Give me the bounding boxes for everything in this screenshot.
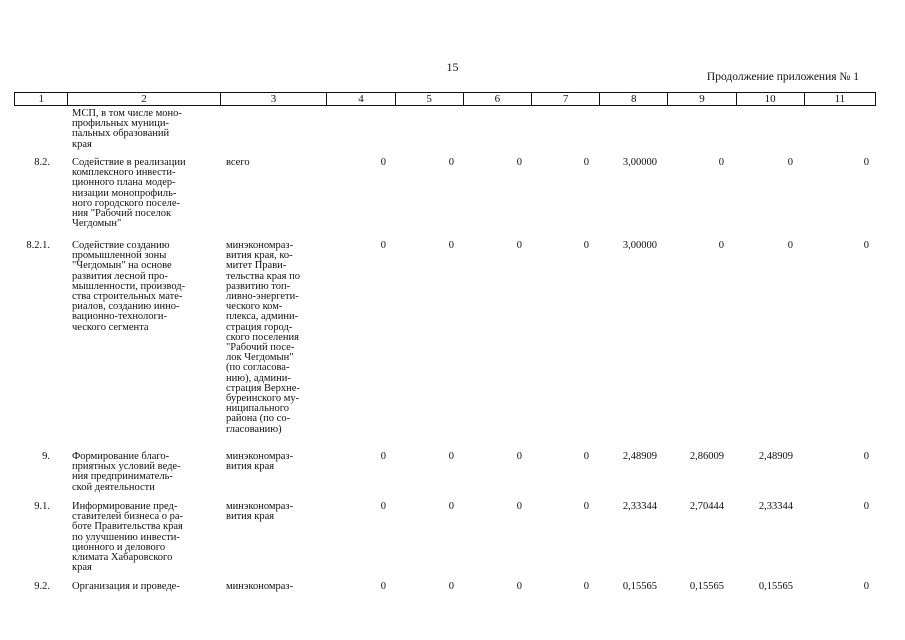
value-col7: 0 bbox=[583, 451, 589, 462]
value-col8: 2,48909 bbox=[622, 451, 657, 462]
value-col10: 0 bbox=[787, 157, 793, 168]
row-executor: всего bbox=[226, 157, 250, 168]
row-name: Формирование благо- приятных условий веде- ния предприниматель- ской деятельности bbox=[72, 451, 181, 493]
value-col10: 0 bbox=[787, 240, 793, 251]
col-header-4: 4 bbox=[327, 93, 395, 105]
value-col10: 0,15565 bbox=[758, 581, 793, 592]
row-name: Содействие в реализации комплексного инвести- ционного плана модер- низации монопрофиль- ного городского поселе- ния "Рабочий поселок Чегдомын" bbox=[72, 157, 186, 230]
row-name: Организация и проведе- bbox=[72, 581, 180, 592]
value-col5: 0 bbox=[448, 501, 454, 512]
row-executor: минэкономраз- bbox=[226, 581, 294, 592]
value-col6: 0 bbox=[516, 157, 522, 168]
value-col6: 0 bbox=[516, 581, 522, 592]
col-header-2: 2 bbox=[68, 93, 220, 105]
value-col9: 0 bbox=[718, 157, 724, 168]
value-col9: 2,86009 bbox=[689, 451, 724, 462]
row-executor: минэкономраз- вития края bbox=[226, 451, 294, 473]
table-header bbox=[14, 92, 876, 106]
col-header-11: 11 bbox=[834, 93, 846, 105]
value-col5: 0 bbox=[448, 451, 454, 462]
value-col9: 0 bbox=[718, 240, 724, 251]
row-number: 8.2.1. bbox=[26, 240, 50, 251]
value-col8: 3,00000 bbox=[622, 157, 657, 168]
value-col5: 0 bbox=[448, 581, 454, 592]
value-col8: 2,33344 bbox=[622, 501, 657, 512]
value-col7: 0 bbox=[583, 240, 589, 251]
value-col11: 0 bbox=[863, 581, 869, 592]
value-col9: 2,70444 bbox=[689, 501, 724, 512]
value-col6: 0 bbox=[516, 451, 522, 462]
value-col6: 0 bbox=[516, 240, 522, 251]
value-col11: 0 bbox=[863, 451, 869, 462]
col-header-7: 7 bbox=[532, 93, 600, 105]
value-col8: 0,15565 bbox=[622, 581, 657, 592]
row-number: 9. bbox=[42, 451, 50, 462]
value-col8: 3,00000 bbox=[622, 240, 657, 251]
col-header-8: 8 bbox=[600, 93, 668, 105]
value-col6: 0 bbox=[516, 501, 522, 512]
value-col9: 0,15565 bbox=[689, 581, 724, 592]
value-col4: 0 bbox=[380, 240, 386, 251]
value-col4: 0 bbox=[380, 581, 386, 592]
value-col7: 0 bbox=[583, 581, 589, 592]
value-col11: 0 bbox=[863, 157, 869, 168]
value-col11: 0 bbox=[863, 501, 869, 512]
col-header-10: 10 bbox=[737, 93, 805, 105]
page-number: 15 bbox=[446, 60, 459, 74]
row-name: Содействие созданию промышленной зоны "Чегдомын" на основе развития лесной про- мышленности, производ- ства строительных мате- риалов, созданию инно- вационно-технологи- ческого сегмента bbox=[72, 240, 186, 333]
row-executor: минэкономраз- вития края bbox=[226, 501, 294, 523]
value-col11: 0 bbox=[863, 240, 869, 251]
continuation-label: Продолжение приложения № 1 bbox=[706, 71, 859, 83]
col-header-5: 5 bbox=[396, 93, 464, 105]
value-col7: 0 bbox=[583, 501, 589, 512]
value-col7: 0 bbox=[583, 157, 589, 168]
value-col4: 0 bbox=[380, 157, 386, 168]
value-col5: 0 bbox=[448, 240, 454, 251]
value-col4: 0 bbox=[380, 451, 386, 462]
col-header-1: 1 bbox=[15, 93, 68, 105]
row-name: Информирование пред- ставителей бизнеса о ра- боте Правительства края по улучшению инвести- ционного и делового климата Хабаровского края bbox=[72, 501, 184, 574]
row-name: МСП, в том числе моно- профильных муници- пальных образований края bbox=[72, 108, 182, 150]
row-number: 8.2. bbox=[34, 157, 50, 168]
row-executor: минэкономраз- вития края, ко- митет Прави- тельства края по развитию топ- ливно-энергети- ческого ком- плекса, админи- страция город- ского поселения "Рабочий посе- лок Чегдомын" (по согласова- нию), админи- страция Верхне- буреинского му- ниципального района (по со- гласованию) bbox=[226, 240, 300, 435]
row-number: 9.2. bbox=[34, 581, 50, 592]
value-col10: 2,48909 bbox=[758, 451, 793, 462]
col-header-3: 3 bbox=[221, 93, 328, 105]
value-col5: 0 bbox=[448, 157, 454, 168]
col-header-6: 6 bbox=[464, 93, 532, 105]
value-col10: 2,33344 bbox=[758, 501, 793, 512]
value-col4: 0 bbox=[380, 501, 386, 512]
row-number: 9.1. bbox=[34, 501, 50, 512]
col-header-9: 9 bbox=[668, 93, 736, 105]
